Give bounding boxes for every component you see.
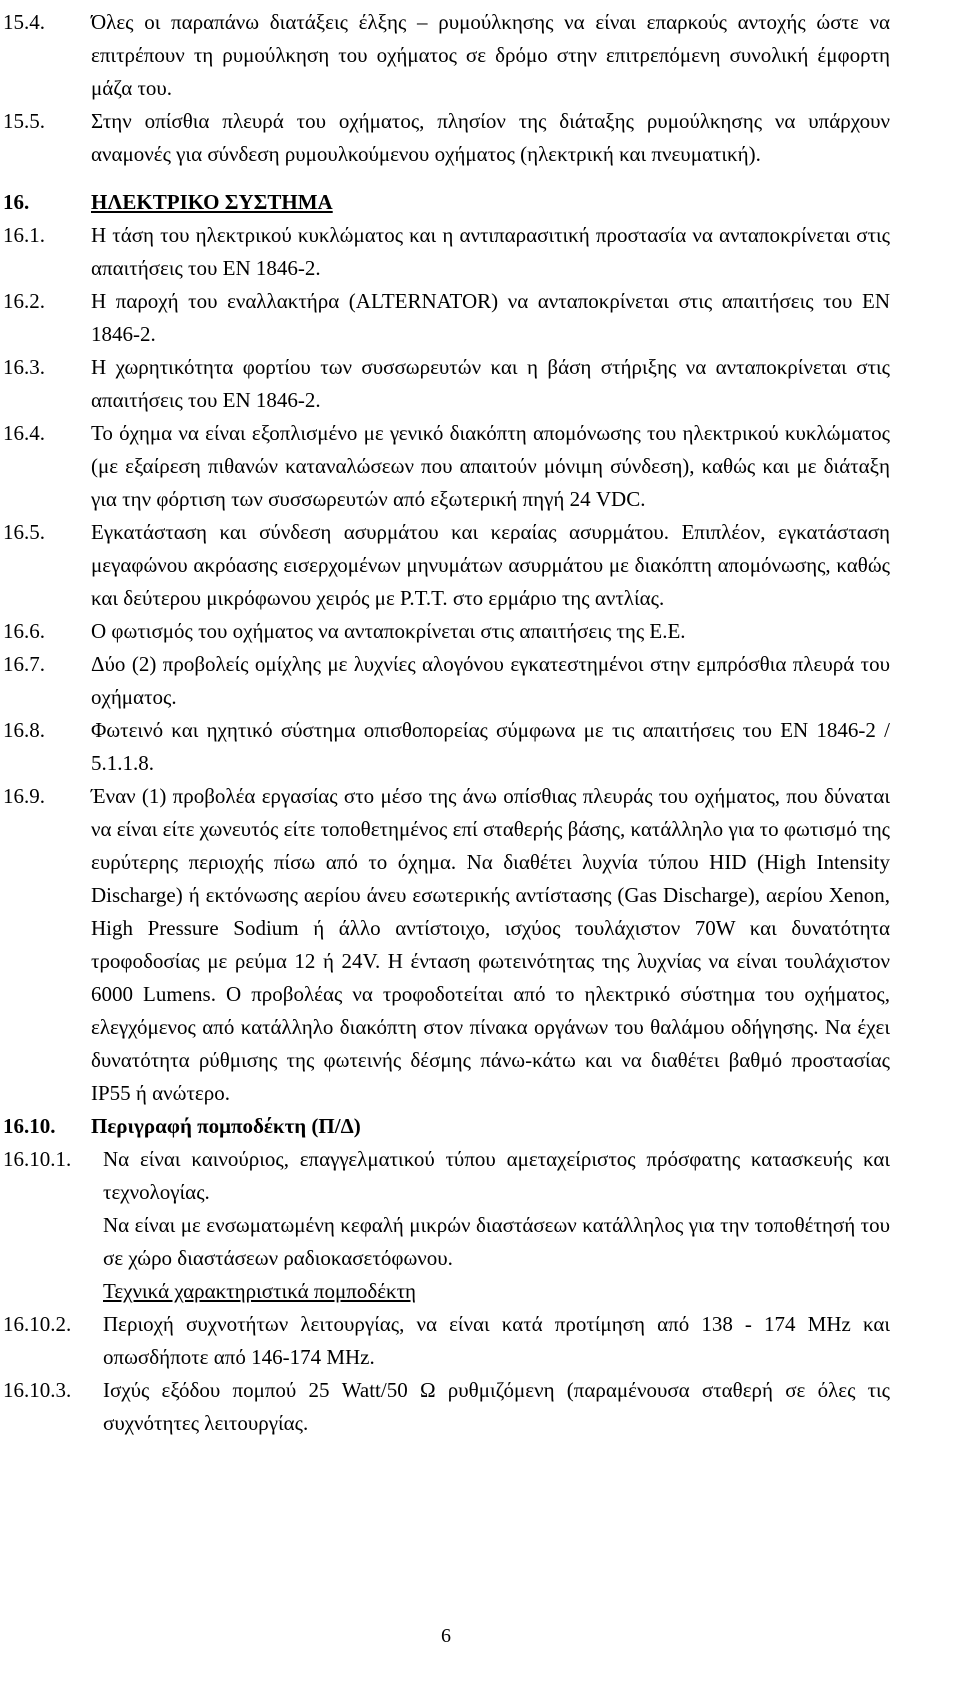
clause-text: Όλες οι παραπάνω διατάξεις έλξης – ρυμούλκησης να είναι επαρκούς αντοχής ώστε να επιτρέπουν τη ρυμούλκηση του οχήματος σε δρόμο στην επιτρεπόμενη συνολική έμφορτη μάζα του.: [91, 10, 890, 100]
section-title: Περιγραφή πομποδέκτη (Π/Δ): [91, 1114, 361, 1138]
clause-number: 16.5.: [3, 520, 45, 544]
clause-number: 16.10.2.: [3, 1312, 72, 1336]
clause-text: Στην οπίσθια πλευρά του οχήματος, πλησίον της διάταξης ρυμούλκησης να υπάρχουν αναμονές για σύνδεση ρυμουλκούμενου οχήματος (ηλεκτρική και πνευματική).: [91, 109, 890, 166]
clause-number: 16.7.: [3, 652, 45, 676]
clause-16-10-1: [0, 1143, 960, 1209]
clause-16-6: [0, 615, 960, 648]
document-page: [0, 6, 960, 1440]
clause-number: 15.4.: [3, 10, 45, 34]
clause-number: 16.10.3.: [3, 1378, 72, 1402]
clause-16-2: [0, 285, 960, 351]
section-number: 16.10.: [3, 1114, 56, 1138]
section-16-heading: [0, 186, 960, 219]
clause-text: Το όχημα να είναι εξοπλισμένο με γενικό διακόπτη απομόνωσης του ηλεκτρικού κυκλώματος (με εξαίρεση πιθανών καταναλώσεων που απαιτούν μόνιμη σύνδεση), καθώς και με διάταξη για την φόρτιση των συσσωρευτών από εξωτερική πηγή 24 VDC.: [91, 421, 890, 511]
clause-16-3: [0, 351, 960, 417]
clause-number: 16.9.: [3, 784, 45, 808]
clause-text: Ισχύς εξόδου πομπού 25 Watt/50 Ω ρυθμιζόμενη (παραμένουσα σταθερή σε όλες τις συχνότητες λειτουργίας.: [103, 1378, 890, 1435]
clause-number: 16.4.: [3, 421, 45, 445]
clause-text: Η παροχή του εναλλακτήρα (ALTERNATOR) να ανταποκρίνεται στις απαιτήσεις του EN 1846-2.: [91, 289, 890, 346]
clause-number: 16.2.: [3, 289, 45, 313]
clause-number: 16.3.: [3, 355, 45, 379]
page-number: 6: [441, 1625, 451, 1647]
clause-16-10-1-continuation: Να είναι με ενσωματωμένη κεφαλή μικρών διαστάσεων κατάλληλος για την τοποθέτησή του σε χώρο διαστάσεων ραδιοκασετόφωνου.: [103, 1213, 890, 1270]
clause-16-4: [0, 417, 960, 516]
clause-16-10-2: [0, 1308, 960, 1374]
clause-number: 16.6.: [3, 619, 45, 643]
clause-text: Δύο (2) προβολείς ομίχλης με λυχνίες αλογόνου εγκατεστημένοι στην εμπρόσθια πλευρά του οχήματος.: [91, 652, 890, 709]
clause-16-8: [0, 714, 960, 780]
clause-16-5: [0, 516, 960, 615]
section-number: 16.: [3, 190, 30, 214]
clause-number: 16.1.: [3, 223, 45, 247]
clause-15-4: [0, 6, 960, 105]
clause-15-5: [0, 105, 960, 171]
clause-text: Να είναι καινούριος, επαγγελματικού τύπου αμεταχείριστος πρόσφατης κατασκευής και τεχνολογίας.: [103, 1147, 890, 1204]
clause-16-7: [0, 648, 960, 714]
clause-number: 15.5.: [3, 109, 45, 133]
clause-number: 16.10.1.: [3, 1147, 72, 1171]
clause-text: Περιοχή συχνοτήτων λειτουργίας, να είναι κατά προτίμηση από 138 - 174 MHz και οπωσδήποτε από 146-174 MHz.: [103, 1312, 890, 1369]
subheading-technical-specs: [0, 1275, 960, 1308]
section-16-10-heading: [0, 1110, 960, 1143]
clause-text: Φωτεινό και ηχητικό σύστημα οπισθοπορείας σύμφωνα με τις απαιτήσεις του EN 1846-2 / 5.1.1.8.: [91, 718, 890, 775]
clause-text: Η χωρητικότητα φορτίου των συσσωρευτών και η βάση στήριξης να ανταποκρίνεται στις απαιτήσεις του EN 1846-2.: [91, 355, 890, 412]
clause-16-10-3: [0, 1374, 960, 1440]
clause-text: Ο φωτισμός του οχήματος να ανταποκρίνεται στις απαιτήσεις της Ε.Ε.: [91, 619, 686, 643]
clause-text: Έναν (1) προβολέα εργασίας στο μέσο της άνω οπίσθιας πλευράς του οχήματος, που δύναται να είναι είτε χωνευτός είτε τοποθετημένος επί σταθερής βάσης, κατάλληλο για το φωτισμό της ευρύτερης περιοχής πίσω από το όχημα. Να διαθέτει λυχνία τύπου HID (High Intensity Discharge) ή εκτόνωσης αερίου άνευ εσωτερικής αντίστασης (Gas Discharge), αερίου Xenon, High Pressure Sodium ή άλλο αντίστοιχο, ισχύος τουλάχιστον 70W και δυνατότητα τροφοδοσίας με ρεύμα 12 ή 24V. Η ένταση φωτεινότητας της λυχνίας να είναι τουλάχιστον 6000 Lumens. Ο προβολέας να τροφοδοτείται από το ηλεκτρικό σύστημα του οχήματος, ελεγχόμενος από κατάλληλο διακόπτη στον πίνακα οργάνων του θαλάμου οδήγησης. Να έχει δυνατότητα ρύθμισης της φωτεινής δέσμης πάνω-κάτω και να διαθέτει βαθμό προστασίας IP55 ή ανώτερο.: [91, 784, 890, 1105]
clause-text: Η τάση του ηλεκτρικού κυκλώματος και η αντιπαρασιτική προστασία να ανταποκρίνεται στις απαιτήσεις του EN 1846-2.: [91, 223, 890, 280]
clause-16-9: [0, 780, 960, 1110]
subheading-text: Τεχνικά χαρακτηριστικά πομποδέκτη: [103, 1279, 417, 1303]
clause-text: Εγκατάσταση και σύνδεση ασυρμάτου και κεραίας ασυρμάτου. Επιπλέον, εγκατάσταση μεγαφώνου ακρόασης εισερχομένων μηνυμάτων ασυρμάτου με διακόπτη απομόνωσης, καθώς και δεύτερου μικρόφωνου χειρός με Ρ.Τ.Τ. στο ερμάριο της αντλίας.: [91, 520, 890, 610]
section-title: ΗΛΕΚΤΡΙΚΟ ΣΥΣΤΗΜΑ: [91, 190, 333, 214]
clause-number: 16.8.: [3, 718, 45, 742]
clause-16-1: [0, 219, 960, 285]
